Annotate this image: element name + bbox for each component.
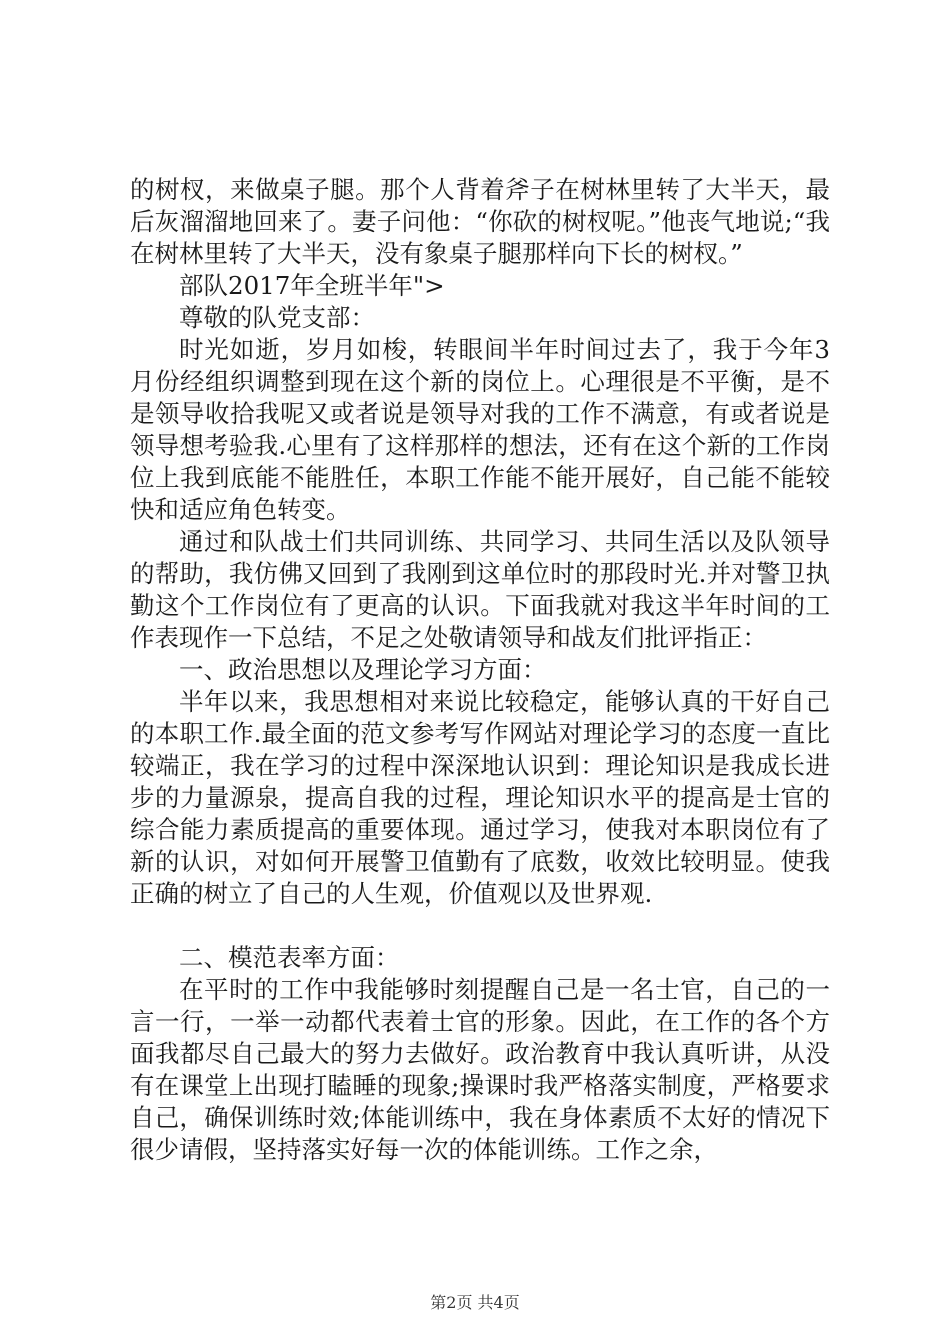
salutation: 尊敬的队党支部：: [179, 303, 375, 332]
section-heading-political: 一、政治思想以及理论学习方面：: [179, 655, 547, 684]
paragraph-exemplary: 在平时的工作中我能够时刻提醒自己是一名士官，自己的一言一行，一举一动都代表着士官的形象。因此，在工作的各个方面我都尽自己最大的努力去做好。政治教育中我认真听讲，从没有在课堂上出现打瞌睡的现象;操课时我严格落实制度，严格要求自己，确保训练时效;体能训练中，我在身体素质不太好的情况下很少请假，坚持落实好每一次的体能训练。工作之余，: [130, 975, 830, 1164]
section-heading-exemplary: 二、模范表率方面：: [179, 943, 400, 972]
paragraph-political: 半年以来，我思想相对来说比较稳定，能够认真的干好自己的本职工作.最全面的范文参考写作网站对理论学习的态度一直比较端正，我在学习的过程中深深地认识到：理论知识是我成长进步的力量源泉，提高自我的过程，理论知识水平的提高是士官的综合能力素质提高的重要体现。通过学习，使我对本职岗位有了新的认识，对如何开展警卫值勤有了底数，收效比较明显。使我正确的树立了自己的人生观，价值观以及世界观.: [130, 687, 830, 908]
paragraph-training: 通过和队战士们共同训练、共同学习、共同生活以及队领导的帮助，我仿佛又回到了我刚到这单位时的那段时光.并对警卫执勤这个工作岗位有了更高的认识。下面我就对我这半年时间的工作表现作一下总结，不足之处敬请领导和战友们批评指正：: [130, 527, 830, 652]
paragraph-heading-fragment: 部队2017年全班半年">: [179, 271, 445, 300]
document-body: [130, 174, 830, 1166]
page-number-footer: 第2页 共4页: [430, 1293, 520, 1312]
blank-line: [130, 910, 830, 942]
paragraph-continuation: 的树杈，来做桌子腿。那个人背着斧子在树林里转了大半天，最后灰溜溜地回来了。妻子问他：“你砍的树杈呢。”他丧气地说;“我在树林里转了大半天，没有象桌子腿那样向下长的树杈。”: [130, 175, 830, 268]
paragraph-intro: 时光如逝，岁月如梭，转眼间半年时间过去了，我于今年3月份经组织调整到现在这个新的岗位上。心理很是不平衡，是不是领导收拾我呢又或者说是领导对我的工作不满意，有或者说是领导想考验我.心里有了这样那样的想法，还有在这个新的工作岗位上我到底能不能胜任，本职工作能不能开展好，自己能不能较快和适应角色转变。: [130, 335, 830, 524]
